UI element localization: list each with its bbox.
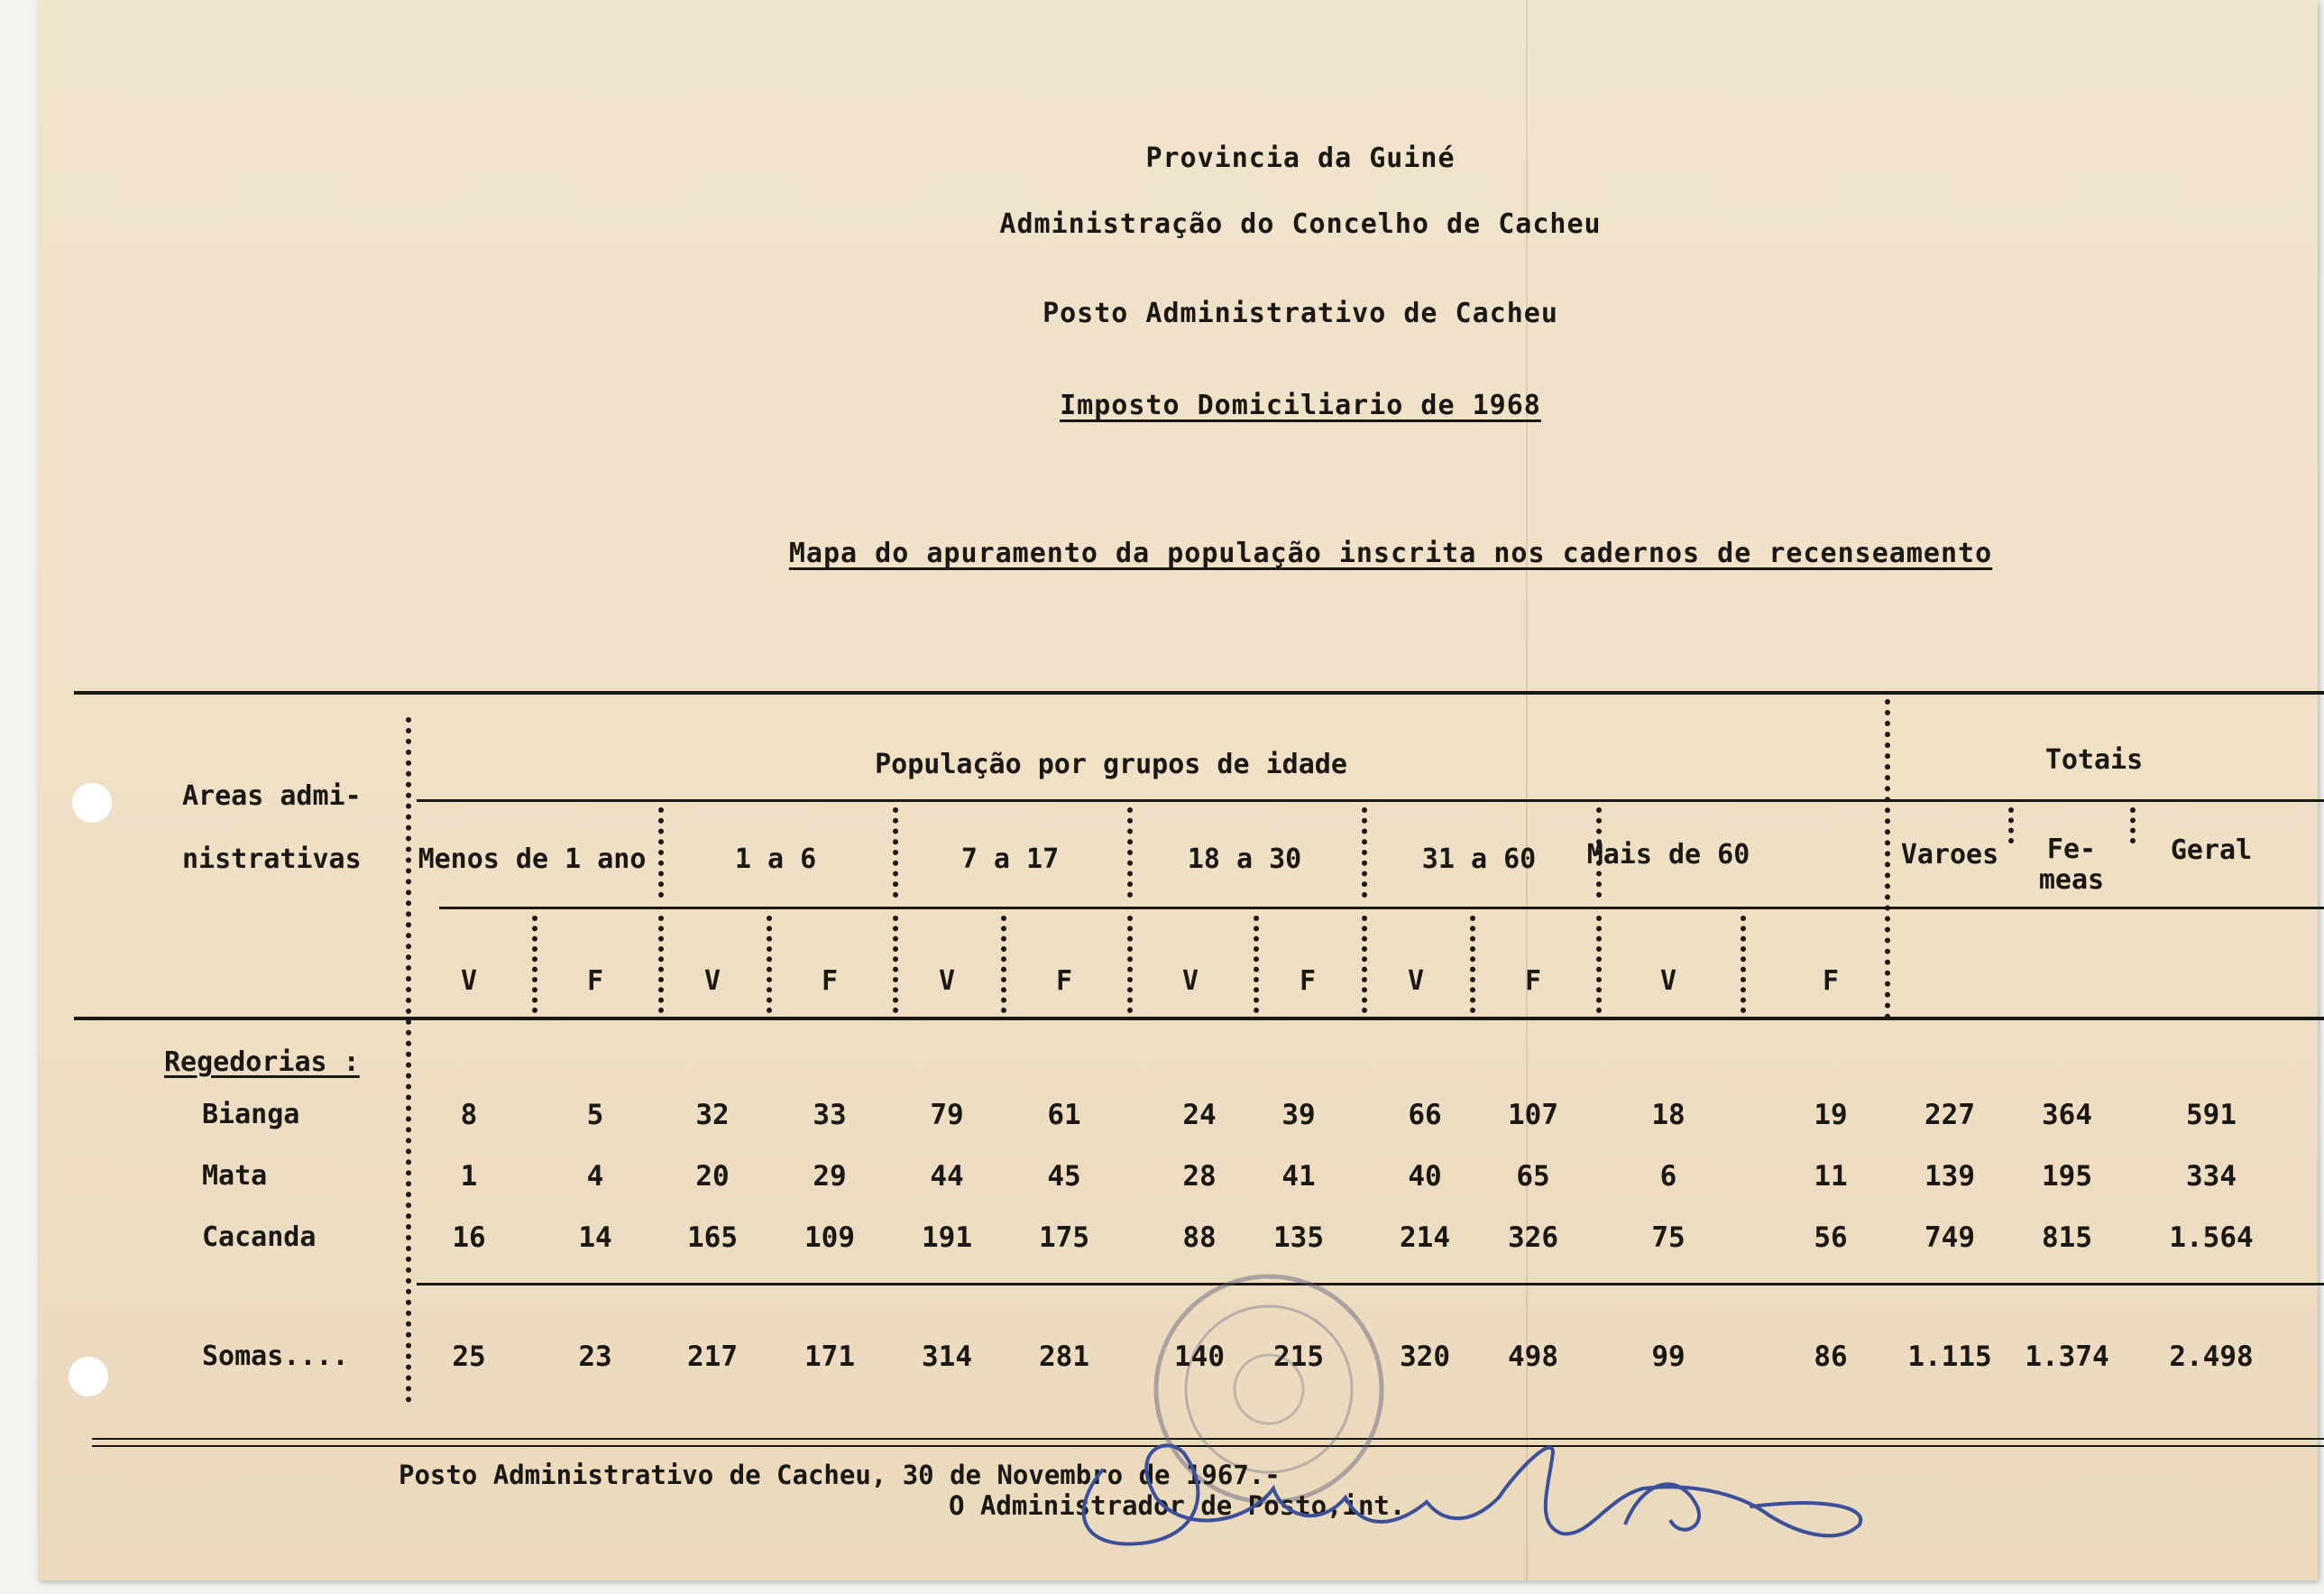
areas-label-2: nistrativas <box>182 843 362 875</box>
separator-totals <box>1885 699 1890 1019</box>
separator-areas <box>406 717 411 1403</box>
row-bianga-cell: 8 <box>460 1099 478 1131</box>
row-bianga-cell: 18 <box>1651 1099 1686 1131</box>
row-bianga-cell: 61 <box>1047 1099 1081 1131</box>
age-group-7-17: 7 a 17 <box>960 843 1060 875</box>
row-cacanda-cell: 175 <box>1039 1221 1089 1254</box>
table-subtitle: Mapa do apuramento da população inscrita nos cadernos de recenseamento <box>788 538 1993 569</box>
header-post: Posto Administrativo de Cacheu <box>1043 298 1558 329</box>
sex-col-8: F <box>1299 965 1317 997</box>
sex-col-6: F <box>1055 965 1073 997</box>
sums-row-cell: 314 <box>922 1341 972 1373</box>
sex-col-2: F <box>586 965 604 997</box>
separator-age-2 <box>893 807 898 898</box>
age-group-over-60: Mais de 60 <box>1586 839 1750 871</box>
row-mata-cell: 44 <box>930 1160 964 1193</box>
row-mata-cell: 65 <box>1516 1160 1550 1193</box>
row-bianga-cell: 39 <box>1281 1099 1316 1131</box>
separator-sex-9 <box>1470 916 1475 1013</box>
punch-hole-top <box>72 783 112 823</box>
row-mata-cell: 4 <box>586 1160 604 1193</box>
sums-row-cell: 1.115 <box>1907 1341 1992 1373</box>
separator-sex-7 <box>1254 916 1259 1013</box>
row-mata-cell: 334 <box>2186 1160 2237 1193</box>
row-cacanda-cell: 135 <box>1273 1221 1324 1254</box>
row-cacanda-cell: 326 <box>1508 1221 1558 1254</box>
separator-sex-10 <box>1596 916 1602 1013</box>
separator-total-1 <box>2008 807 2014 843</box>
row-bianga-cell: 364 <box>2042 1099 2092 1131</box>
row-cacanda-cell: 56 <box>1814 1221 1848 1254</box>
separator-sex-1 <box>532 916 537 1013</box>
separator-total-2 <box>2130 807 2136 843</box>
sums-row-cell: 320 <box>1400 1341 1450 1373</box>
row-mata-cell: 41 <box>1281 1160 1316 1193</box>
row-cacanda-cell: 815 <box>2042 1221 2092 1254</box>
sums-row-cell: 86 <box>1814 1341 1848 1373</box>
sex-col-11: V <box>1659 965 1677 997</box>
row-cacanda-cell: 88 <box>1182 1221 1217 1254</box>
row-mata-cell: 11 <box>1814 1160 1848 1193</box>
header-administration: Administração do Concelho de Cacheu <box>999 208 1602 240</box>
row-cacanda-cell: 1.564 <box>2169 1221 2254 1254</box>
punch-hole-bottom <box>69 1357 108 1396</box>
section-regedorias: Regedorias : <box>164 1046 360 1078</box>
separator-sex-4 <box>893 916 898 1013</box>
sums-row-name: Somas.... <box>202 1341 349 1372</box>
sums-row-cell: 217 <box>687 1341 738 1373</box>
sex-col-9: V <box>1407 965 1425 997</box>
sums-row-cell: 281 <box>1039 1341 1089 1373</box>
sums-row-cell: 23 <box>578 1341 612 1373</box>
row-bianga-cell: 66 <box>1408 1099 1442 1131</box>
row-mata-name: Mata <box>202 1160 268 1192</box>
sums-row-cell: 25 <box>452 1341 486 1373</box>
row-mata-cell: 195 <box>2042 1160 2092 1193</box>
row-bianga-cell: 24 <box>1182 1099 1217 1131</box>
totals-geral: Geral <box>2170 834 2253 866</box>
sex-col-4: F <box>821 965 839 997</box>
separator-sex-11 <box>1741 916 1746 1013</box>
row-cacanda-name: Cacanda <box>202 1221 317 1253</box>
separator-sex-8 <box>1362 916 1367 1013</box>
sums-row-cell: 2.498 <box>2169 1341 2254 1373</box>
row-bianga-name: Bianga <box>202 1099 300 1130</box>
sex-col-3: V <box>703 965 721 997</box>
row-cacanda-cell: 191 <box>922 1221 972 1254</box>
sex-col-10: F <box>1524 965 1542 997</box>
row-cacanda-cell: 109 <box>804 1221 855 1254</box>
row-bianga-cell: 227 <box>1924 1099 1975 1131</box>
sums-row-cell: 99 <box>1651 1341 1686 1373</box>
table-top-rule <box>74 691 2324 695</box>
totals-label: Totais <box>2044 744 2144 776</box>
row-bianga-cell: 5 <box>586 1099 604 1131</box>
separator-sex-2 <box>658 916 664 1013</box>
row-cacanda-cell: 14 <box>578 1221 612 1254</box>
header-tax-title: Imposto Domiciliario de 1968 <box>1060 390 1541 421</box>
row-mata-cell: 1 <box>460 1160 478 1193</box>
row-mata-cell: 139 <box>1924 1160 1975 1193</box>
sums-row-cell: 215 <box>1273 1341 1324 1373</box>
row-mata-cell: 28 <box>1182 1160 1217 1193</box>
separator-sex-6 <box>1127 916 1133 1013</box>
header-bottom-rule <box>74 1017 2324 1020</box>
age-group-18-30: 18 a 30 <box>1187 843 1302 875</box>
place-and-date: Posto Administrativo de Cacheu, 30 de Novembro de 1967.- <box>399 1460 1281 1490</box>
separator-sex-3 <box>767 916 772 1013</box>
separator-sex-5 <box>1001 916 1006 1013</box>
document-sheet <box>38 0 2318 1580</box>
sex-col-1: V <box>460 965 478 997</box>
sums-row-cell: 498 <box>1508 1341 1558 1373</box>
row-cacanda-cell: 165 <box>687 1221 738 1254</box>
row-bianga-cell: 19 <box>1814 1099 1848 1131</box>
row-mata-cell: 29 <box>813 1160 847 1193</box>
sums-row-cell: 140 <box>1174 1341 1225 1373</box>
row-bianga-cell: 107 <box>1508 1099 1558 1131</box>
sex-col-12: F <box>1822 965 1840 997</box>
age-group-under-1: Menos de 1 ano <box>418 843 647 875</box>
row-bianga-cell: 79 <box>930 1099 964 1131</box>
signature <box>1048 1416 1896 1570</box>
row-cacanda-cell: 214 <box>1400 1221 1450 1254</box>
separator-age-1 <box>658 807 664 898</box>
row-bianga-cell: 33 <box>813 1099 847 1131</box>
separator-age-4 <box>1362 807 1367 898</box>
sex-col-5: V <box>938 965 956 997</box>
totals-varoes: Varoes <box>1900 839 1999 871</box>
row-bianga-cell: 591 <box>2186 1099 2237 1131</box>
sums-row-cell: 171 <box>804 1341 855 1373</box>
row-mata-cell: 45 <box>1047 1160 1081 1193</box>
areas-label-1: Areas admi- <box>182 780 362 812</box>
row-cacanda-cell: 16 <box>452 1221 486 1254</box>
row-bianga-cell: 32 <box>695 1099 730 1131</box>
age-header-rule <box>417 799 2324 802</box>
separator-age-3 <box>1127 807 1133 898</box>
signatory-title: O Administrador de Posto,int. <box>949 1490 1406 1521</box>
age-group-31-60: 31 a 60 <box>1421 843 1537 875</box>
age-group-1-6: 1 a 6 <box>734 843 817 875</box>
sums-row-cell: 1.374 <box>2025 1341 2109 1373</box>
row-cacanda-cell: 75 <box>1651 1221 1686 1254</box>
row-cacanda-cell: 749 <box>1924 1221 1975 1254</box>
sex-header-rule <box>439 907 2324 909</box>
header-province: Provincia da Guiné <box>1145 143 1456 174</box>
population-group-label: População por grupos de idade <box>875 749 1347 780</box>
row-mata-cell: 40 <box>1408 1160 1442 1193</box>
row-mata-cell: 20 <box>695 1160 730 1193</box>
row-mata-cell: 6 <box>1659 1160 1677 1193</box>
sex-col-7: V <box>1181 965 1199 997</box>
totals-femeas: Fe-meas <box>2038 834 2105 896</box>
